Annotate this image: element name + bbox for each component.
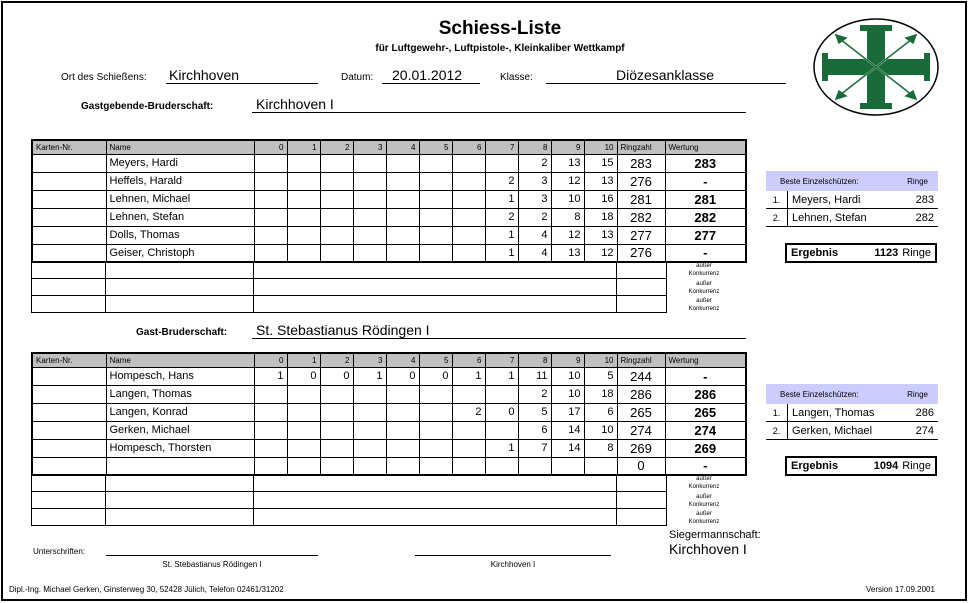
best-entry: 2. Gerken, Michael 274: [766, 422, 938, 440]
team1-underline: [252, 112, 746, 113]
best-entry: 1. Meyers, Hardi 283: [766, 191, 938, 209]
ring-count-cell: [320, 439, 353, 457]
table-row: [32, 190, 746, 208]
ring-count-cell: [452, 190, 485, 208]
ring-count-cell: [584, 457, 617, 475]
datum-underline: [382, 83, 480, 84]
ring-count-cell: [485, 457, 518, 475]
ring-count-cell: 8: [551, 208, 584, 226]
ring-count-cell: [419, 208, 452, 226]
ring-count-cell: [287, 403, 320, 421]
ring-count-cell: [320, 226, 353, 244]
ring-count-cell: 2: [485, 172, 518, 190]
ring-count-cell: 10: [551, 367, 584, 385]
ring-count-cell: [353, 421, 386, 439]
team2-result: Ergebnis 1094 Ringe: [785, 456, 937, 476]
ring-count-cell: [419, 457, 452, 475]
ring-count-cell: [287, 244, 320, 262]
sieger-label: Siegermannschaft:: [669, 529, 761, 541]
ring-count-cell: [419, 172, 452, 190]
ring-count-cell: [353, 403, 386, 421]
ring-count-cell: [386, 208, 419, 226]
ring-count-cell: [419, 190, 452, 208]
column-header: 1: [287, 353, 320, 367]
column-header: Name: [106, 353, 254, 367]
table-row: [32, 208, 746, 226]
klasse-label: Klasse:: [500, 72, 533, 83]
ringzahl-cell: 277: [617, 226, 665, 244]
column-header: 9: [551, 140, 584, 154]
team2-best-shooters: [766, 384, 938, 440]
shooter-name-cell: Hompesch, Hans: [106, 367, 254, 385]
wertung-cell: 269: [665, 439, 746, 457]
ring-count-cell: [386, 226, 419, 244]
ring-count-cell: 2: [485, 208, 518, 226]
ring-count-cell: [419, 439, 452, 457]
shooter-name-cell: Lehnen, Michael: [106, 190, 254, 208]
ring-count-cell: [287, 457, 320, 475]
ring-count-cell: 17: [551, 403, 584, 421]
table-row: [32, 244, 746, 262]
column-header: 5: [419, 353, 452, 367]
ring-count-cell: 1: [452, 367, 485, 385]
ring-count-cell: [287, 154, 320, 172]
ring-count-cell: 12: [551, 226, 584, 244]
ring-count-cell: [551, 457, 584, 475]
ring-count-cell: 12: [551, 172, 584, 190]
ring-count-cell: [320, 244, 353, 262]
team1-result: Ergebnis 1123 Ringe: [785, 243, 937, 263]
ring-count-cell: 7: [518, 439, 551, 457]
shooter-name-cell: Gerken, Michael: [106, 421, 254, 439]
ring-count-cell: [419, 154, 452, 172]
ring-count-cell: [353, 385, 386, 403]
ring-count-cell: 18: [584, 385, 617, 403]
ring-count-cell: [452, 226, 485, 244]
ring-count-cell: [419, 244, 452, 262]
ring-count-cell: [320, 172, 353, 190]
column-header: 0: [254, 140, 287, 154]
ring-count-cell: 4: [518, 244, 551, 262]
ring-count-cell: [254, 421, 287, 439]
column-header: 7: [485, 140, 518, 154]
sieger-value: Kirchhoven I: [669, 541, 747, 557]
ring-count-cell: 10: [551, 190, 584, 208]
karten-nr-cell: [32, 421, 106, 439]
ort-value: Kirchhoven: [169, 67, 240, 83]
ring-count-cell: 0: [287, 367, 320, 385]
best-entry: 2. Lehnen, Stefan 282: [766, 209, 938, 227]
column-header: 6: [452, 140, 485, 154]
ring-count-cell: [419, 226, 452, 244]
column-header: 8: [518, 140, 551, 154]
table-row: [32, 172, 746, 190]
column-header: 6: [452, 353, 485, 367]
ring-count-cell: [485, 154, 518, 172]
ring-count-cell: [353, 439, 386, 457]
wertung-cell: -: [665, 457, 746, 475]
team2-ausser-2: außer Konkurrenz: [688, 494, 720, 508]
ringzahl-cell: 283: [617, 154, 665, 172]
team2-name: St. Stebastianus Rödingen I: [256, 322, 430, 338]
best-header: Beste Einzelschützen: Ringe: [766, 384, 938, 404]
best-header: Beste Einzelschützen: Ringe: [766, 171, 938, 191]
ring-count-cell: 1: [485, 367, 518, 385]
column-header: 4: [386, 140, 419, 154]
ring-count-cell: 3: [518, 172, 551, 190]
karten-nr-cell: [32, 439, 106, 457]
ring-count-cell: [419, 403, 452, 421]
column-header: Wertung: [665, 353, 746, 367]
ringzahl-cell: 0: [617, 457, 665, 475]
ring-count-cell: 4: [518, 226, 551, 244]
ring-count-cell: [254, 244, 287, 262]
ring-count-cell: [287, 226, 320, 244]
team1-best-shooters: [766, 171, 938, 227]
column-header: Name: [106, 140, 254, 154]
ring-count-cell: 1: [254, 367, 287, 385]
ring-count-cell: 1: [485, 226, 518, 244]
ring-count-cell: [452, 385, 485, 403]
ring-count-cell: 11: [518, 367, 551, 385]
wertung-cell: 274: [665, 421, 746, 439]
ring-count-cell: [254, 190, 287, 208]
sig2-line: [415, 555, 611, 556]
ringzahl-cell: 265: [617, 403, 665, 421]
column-header: 7: [485, 353, 518, 367]
ring-count-cell: [287, 208, 320, 226]
ring-count-cell: [254, 439, 287, 457]
ring-count-cell: [386, 439, 419, 457]
team1-name: Kirchhoven I: [256, 96, 334, 112]
sig1-name: St. Stebastianus Rödingen I: [162, 560, 262, 569]
ring-count-cell: [485, 385, 518, 403]
ring-count-cell: [254, 154, 287, 172]
ring-count-cell: [386, 403, 419, 421]
karten-nr-cell: [32, 385, 106, 403]
ring-count-cell: [254, 172, 287, 190]
ringzahl-cell: 282: [617, 208, 665, 226]
ring-count-cell: [419, 421, 452, 439]
karten-nr-cell: [32, 244, 106, 262]
column-header: 3: [353, 353, 386, 367]
ring-count-cell: 1: [485, 190, 518, 208]
column-header: 2: [320, 140, 353, 154]
ring-count-cell: 12: [584, 244, 617, 262]
ringzahl-cell: 276: [617, 244, 665, 262]
karten-nr-cell: [32, 226, 106, 244]
wertung-cell: 277: [665, 226, 746, 244]
ring-count-cell: 18: [584, 208, 617, 226]
ring-count-cell: [452, 154, 485, 172]
ringzahl-cell: 281: [617, 190, 665, 208]
table-header-row: [32, 140, 746, 154]
ring-count-cell: 8: [584, 439, 617, 457]
ort-underline: [166, 83, 318, 84]
ring-count-cell: [320, 421, 353, 439]
ring-count-cell: 1: [353, 367, 386, 385]
table-header-row: [32, 353, 746, 367]
team2-score-table: [31, 352, 747, 476]
karten-nr-cell: [32, 457, 106, 475]
ringzahl-cell: 276: [617, 172, 665, 190]
ringzahl-cell: 274: [617, 421, 665, 439]
column-header: 5: [419, 140, 452, 154]
wertung-cell: -: [665, 367, 746, 385]
ort-label: Ort des Schießens:: [61, 72, 147, 83]
team1-label: Gastgebende-Bruderschaft:: [81, 101, 214, 112]
ring-count-cell: [419, 385, 452, 403]
table-row: [32, 154, 746, 172]
ring-count-cell: [386, 172, 419, 190]
ring-count-cell: 10: [584, 421, 617, 439]
ring-count-cell: [353, 457, 386, 475]
ring-count-cell: [386, 190, 419, 208]
table-row: [32, 457, 746, 475]
ring-count-cell: [287, 421, 320, 439]
ring-count-cell: [386, 385, 419, 403]
ring-count-cell: 13: [584, 226, 617, 244]
team2-underline: [252, 338, 746, 339]
ring-count-cell: [386, 457, 419, 475]
ring-count-cell: 13: [584, 172, 617, 190]
ring-count-cell: [452, 457, 485, 475]
shooter-name-cell: Langen, Thomas: [106, 385, 254, 403]
wertung-cell: -: [665, 172, 746, 190]
ring-count-cell: [254, 403, 287, 421]
datum-label: Datum:: [341, 72, 374, 83]
ring-count-cell: [353, 190, 386, 208]
ring-count-cell: [254, 385, 287, 403]
ring-count-cell: 0: [320, 367, 353, 385]
karten-nr-cell: [32, 208, 106, 226]
ringzahl-cell: 286: [617, 385, 665, 403]
ring-count-cell: 16: [584, 190, 617, 208]
column-header: 8: [518, 353, 551, 367]
wertung-cell: 286: [665, 385, 746, 403]
ring-count-cell: [386, 244, 419, 262]
wertung-cell: -: [665, 244, 746, 262]
team1-ausser-2: außer Konkurrenz: [688, 281, 720, 295]
team2-blank-rows: [31, 474, 667, 526]
wertung-cell: 282: [665, 208, 746, 226]
team2-label: Gast-Bruderschaft:: [136, 327, 228, 338]
column-header: Ringzahl: [617, 140, 665, 154]
column-header: 9: [551, 353, 584, 367]
ring-count-cell: [287, 172, 320, 190]
table-row: [32, 403, 746, 421]
ring-count-cell: 15: [584, 154, 617, 172]
table-row: [32, 226, 746, 244]
best-entry: 1. Langen, Thomas 286: [766, 404, 938, 422]
ring-count-cell: [353, 244, 386, 262]
ring-count-cell: [452, 439, 485, 457]
ring-count-cell: 2: [518, 385, 551, 403]
ring-count-cell: [452, 421, 485, 439]
footer-credit: Dipl.-Ing. Michael Gerken, Ginsterweg 30, 52428 Jülich, Telefon 02461/31202: [9, 585, 284, 594]
team2-ausser-3: außer Konkurrenz: [688, 511, 720, 525]
column-header: 2: [320, 353, 353, 367]
ring-count-cell: 14: [551, 439, 584, 457]
table-row: [32, 385, 746, 403]
ring-count-cell: 2: [518, 208, 551, 226]
column-header: 0: [254, 353, 287, 367]
ringzahl-cell: 269: [617, 439, 665, 457]
shooter-name-cell: Dolls, Thomas: [106, 226, 254, 244]
ring-count-cell: [518, 457, 551, 475]
ring-count-cell: 10: [551, 385, 584, 403]
datum-value: 20.01.2012: [392, 67, 463, 83]
ring-count-cell: [353, 208, 386, 226]
column-header: 1: [287, 140, 320, 154]
ring-count-cell: 0: [386, 367, 419, 385]
sig1-line: [106, 555, 318, 556]
wertung-cell: 265: [665, 403, 746, 421]
shooter-name-cell: Geiser, Christoph: [106, 244, 254, 262]
ring-count-cell: 2: [452, 403, 485, 421]
ringzahl-cell: 244: [617, 367, 665, 385]
ring-count-cell: 0: [485, 403, 518, 421]
page-title: Schiess-Liste: [438, 18, 562, 39]
karten-nr-cell: [32, 154, 106, 172]
karten-nr-cell: [32, 367, 106, 385]
ring-count-cell: [287, 190, 320, 208]
ring-count-cell: [320, 190, 353, 208]
team1-ausser-1: außer Konkurrenz: [688, 263, 720, 277]
ring-count-cell: 13: [551, 154, 584, 172]
karten-nr-cell: [32, 190, 106, 208]
ring-count-cell: [353, 226, 386, 244]
ring-count-cell: [485, 421, 518, 439]
shooter-name-cell: Langen, Konrad: [106, 403, 254, 421]
ring-count-cell: 6: [518, 421, 551, 439]
ring-count-cell: 3: [518, 190, 551, 208]
ring-count-cell: [254, 226, 287, 244]
ring-count-cell: [254, 208, 287, 226]
shooter-name-cell: Hompesch, Thorsten: [106, 439, 254, 457]
ring-count-cell: [353, 172, 386, 190]
table-row: [32, 367, 746, 385]
column-header: Wertung: [665, 140, 746, 154]
ring-count-cell: [320, 208, 353, 226]
shooter-name-cell: Heffels, Harald: [106, 172, 254, 190]
team2-ausser-1: außer Konkurrenz: [688, 476, 720, 490]
column-header: Ringzahl: [617, 353, 665, 367]
ring-count-cell: 13: [551, 244, 584, 262]
ring-count-cell: [320, 403, 353, 421]
ring-count-cell: [452, 172, 485, 190]
shooter-name-cell: [106, 457, 254, 475]
wertung-cell: 281: [665, 190, 746, 208]
ring-count-cell: 1: [485, 244, 518, 262]
ring-count-cell: [353, 154, 386, 172]
ring-count-cell: 14: [551, 421, 584, 439]
ring-count-cell: 1: [485, 439, 518, 457]
team1-ausser-3: außer Konkurrenz: [688, 298, 720, 312]
wertung-cell: 283: [665, 154, 746, 172]
ring-count-cell: [254, 457, 287, 475]
column-header: 10: [584, 353, 617, 367]
ring-count-cell: 2: [518, 154, 551, 172]
column-header: 10: [584, 140, 617, 154]
table-row: [32, 421, 746, 439]
unterschriften-label: Unterschriften:: [33, 547, 86, 556]
sig2-name: Kirchhoven I: [490, 560, 536, 569]
ring-count-cell: [320, 385, 353, 403]
column-header: 3: [353, 140, 386, 154]
page-subtitle: für Luftgewehr-, Luftpistole-, Kleinkaliber Wettkampf: [375, 43, 625, 54]
shooter-name-cell: Lehnen, Stefan: [106, 208, 254, 226]
ring-count-cell: 0: [419, 367, 452, 385]
ring-count-cell: 6: [584, 403, 617, 421]
ring-count-cell: [452, 244, 485, 262]
ring-count-cell: [287, 385, 320, 403]
column-header: Karten-Nr.: [32, 140, 106, 154]
ring-count-cell: [287, 439, 320, 457]
column-header: Karten-Nr.: [32, 353, 106, 367]
footer-version: Version 17.09.2001: [866, 585, 935, 594]
column-header: 4: [386, 353, 419, 367]
club-logo: [812, 17, 940, 117]
karten-nr-cell: [32, 172, 106, 190]
karten-nr-cell: [32, 403, 106, 421]
table-row: [32, 439, 746, 457]
ring-count-cell: [452, 208, 485, 226]
team1-blank-rows: [31, 261, 667, 313]
ring-count-cell: [320, 154, 353, 172]
klasse-underline: [546, 83, 786, 84]
ring-count-cell: 5: [518, 403, 551, 421]
ring-count-cell: 5: [584, 367, 617, 385]
ring-count-cell: [320, 457, 353, 475]
shooter-name-cell: Meyers, Hardi: [106, 154, 254, 172]
team1-score-table: [31, 139, 747, 263]
klasse-value: Diözesanklasse: [615, 67, 715, 83]
ring-count-cell: [386, 154, 419, 172]
ring-count-cell: [386, 421, 419, 439]
